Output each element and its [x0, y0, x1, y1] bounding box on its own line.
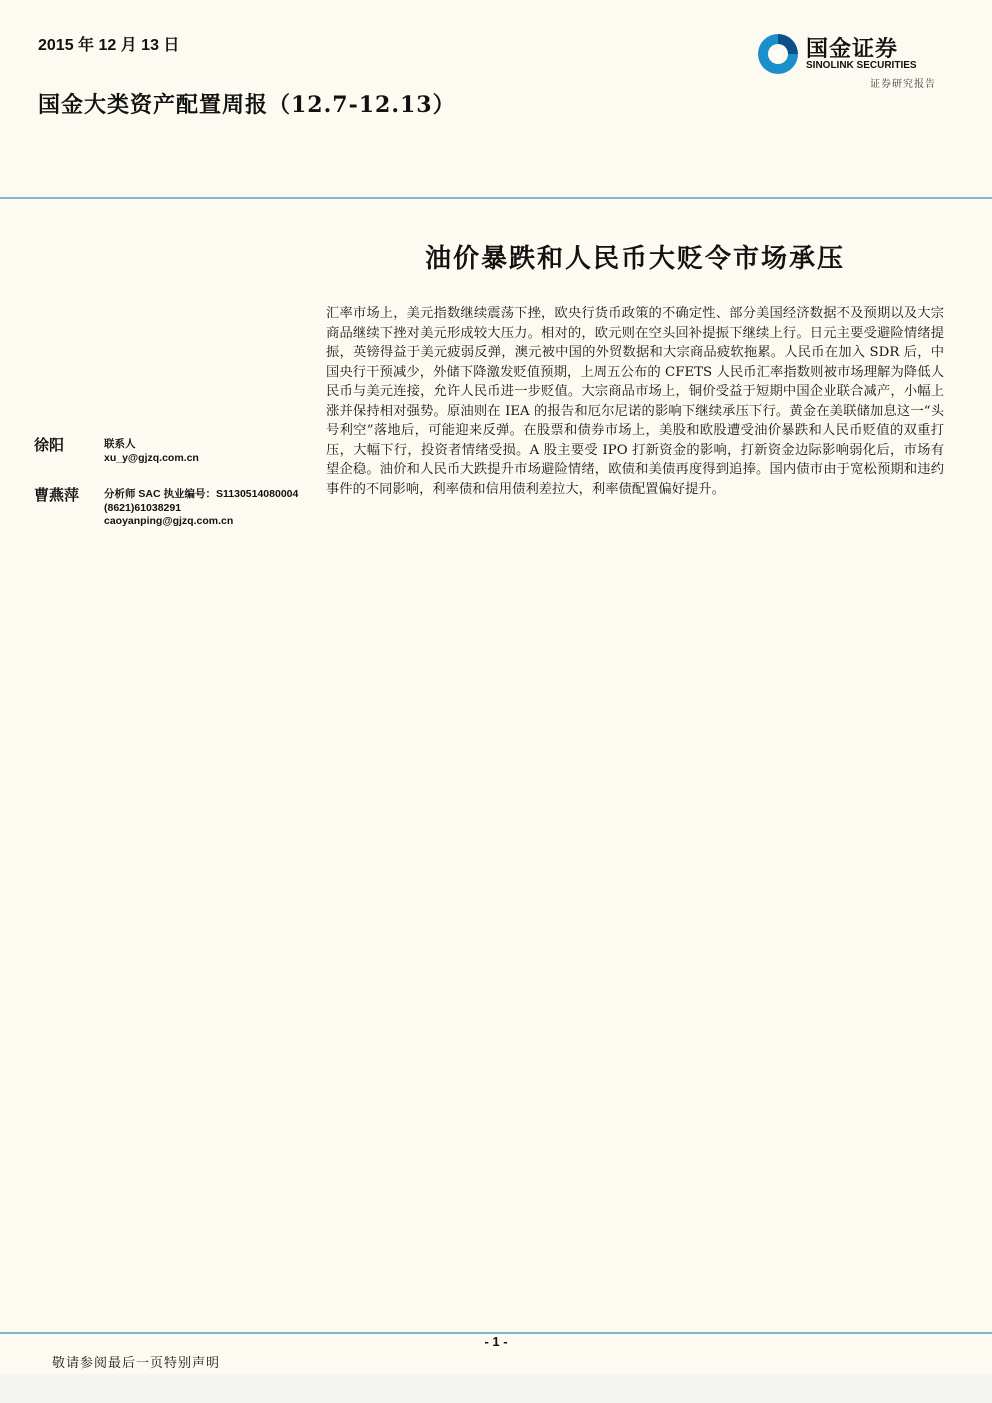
author-email[interactable]: caoyanping@gjzq.com.cn [104, 515, 234, 527]
author-name: 曹燕萍 [34, 486, 80, 504]
header-divider [0, 197, 992, 199]
sinolink-logo-icon [756, 32, 800, 76]
logo-name-en: SINOLINK SECURITIES [806, 60, 917, 71]
author-license: 分析师 SAC 执业编号：S1130514080004 [104, 488, 299, 500]
summary-paragraph: 汇率市场上，美元指数继续震荡下挫，欧央行货币政策的不确定性、部分美国经济数据不及预期以及大宗商品继续下挫对美元形成较大压力。相对的，欧元则在空头回补提振下继续上行。日元主要受避险情绪提振，英镑得益于美元疲弱反弹，澳元被中国的外贸数据和大宗商品疲软拖累。人民币在加入 SDR 后，中国央行干预减少，外储下降激发贬值预期，上周五公布的 CFETS 人民币汇率指数则被市场理解为降低人民币与美元连接，允许人民币进一步贬值。大宗商品市场上，铜价受益于短期中国企业联合减产，小幅上涨并保持相对强势。原油则在 IEA 的报告和厄尔尼诺的影响下继续承压下行。黄金在美联储加息这一“头号利空”落地后，可能迎来反弹。在股票和债券市场上，美股和欧股遭受油价暴跌和人民币贬值的双重打压，大幅下行，投资者情绪受损。A 股主要受 IPO 打新资金的影响，打新资金边际影响弱化后，市场有望企稳。油价和人民币大跌提升市场避险情绪，欧债和美债再度得到追捧。国内债市由于宽松预期和违约事件的不同影响，利率债和信用债利差拉大，利率债配置偏好提升。 [326, 306, 944, 497]
page-number: - 1 - [484, 1334, 508, 1349]
bottom-band [0, 1374, 992, 1403]
author-item [34, 434, 324, 484]
author-item [34, 484, 324, 544]
headline: 油价暴跌和人民币大贬令市场承压 [424, 244, 845, 274]
report-date: 2015 年 12 月 13 日 [38, 37, 180, 54]
footer-disclaimer: 敬请参阅最后一页特别声明 [52, 1356, 221, 1371]
author-email[interactable]: xu_y@gjzq.com.cn [104, 451, 199, 464]
company-logo [756, 30, 946, 90]
author-role: 联系人 [104, 438, 136, 450]
author-contact [104, 438, 199, 465]
report-title: 国金大类资产配置周报（12.7-12.13） [38, 92, 456, 118]
author-phone: (8621)61038291 [104, 501, 182, 514]
author-contact [104, 488, 298, 529]
author-list [34, 434, 324, 544]
logo-name-cn: 国金证券 [806, 37, 899, 62]
author-name: 徐阳 [34, 436, 65, 454]
logo-subtitle: 证券研究报告 [870, 79, 936, 90]
